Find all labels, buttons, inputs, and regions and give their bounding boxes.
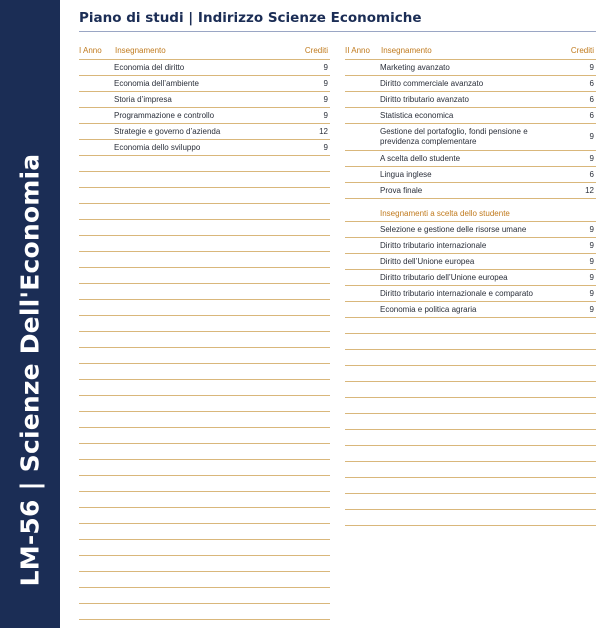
empty-row [79,172,330,188]
side-spine [0,0,60,628]
empty-row [345,430,596,446]
course-row [345,108,596,124]
empty-row [345,334,596,350]
course-name: Strategie e governo d’azienda [114,127,221,136]
empty-row [345,494,596,510]
course-credits: 12 [585,186,594,195]
course-credits: 6 [589,79,594,88]
course-row [345,286,596,302]
empty-row [79,156,330,172]
course-row [79,108,330,124]
course-row [79,140,330,156]
empty-row [79,380,330,396]
empty-row [79,364,330,380]
course-credits: 6 [589,170,594,179]
course-name: Prova finale [380,186,423,195]
page-title: Piano di studi | Indirizzo Scienze Economiche [79,10,422,26]
second-year-rows [345,60,596,199]
empty-row [345,318,596,334]
course-row [345,254,596,270]
empty-row [79,268,330,284]
course-row [345,76,596,92]
course-credits: 9 [323,111,328,120]
course-row [345,60,596,76]
electives-label: Insegnamenti a scelta dello studente [380,209,510,218]
course-name: Diritto tributario avanzato [380,95,469,104]
empty-row [79,412,330,428]
empty-row [345,414,596,430]
course-row [345,270,596,286]
course-row [345,92,596,108]
subject-column-header: Insegnamento [115,46,166,55]
course-name: Economia dello sviluppo [114,143,201,152]
course-row [345,151,596,167]
empty-row [345,478,596,494]
first-year-rows [79,60,330,620]
empty-row [79,348,330,364]
course-credits: 9 [589,289,594,298]
empty-row [79,492,330,508]
elective-rows [345,222,596,526]
course-name: Economia del diritto [114,63,185,72]
empty-row [79,428,330,444]
course-row [345,124,596,151]
course-credits: 9 [589,132,594,141]
course-row [345,222,596,238]
year-label: I Anno [79,46,102,55]
course-credits: 9 [589,241,594,250]
empty-row [79,524,330,540]
empty-row [345,366,596,382]
empty-row [79,204,330,220]
course-credits: 6 [589,111,594,120]
course-credits: 9 [323,143,328,152]
course-credits: 9 [589,273,594,282]
course-credits: 9 [589,154,594,163]
course-name: Diritto tributario dell’Unione europea [380,273,508,282]
course-credits: 9 [589,305,594,314]
course-credits: 9 [589,257,594,266]
course-name: Storia d’impresa [114,95,172,104]
course-name: Gestione del portafoglio, fondi pensione e previdenza complementare [380,127,528,146]
empty-row [345,398,596,414]
empty-row [79,556,330,572]
electives-header [345,206,596,222]
empty-row [79,540,330,556]
course-name: Economia e politica agraria [380,305,477,314]
empty-row [79,572,330,588]
course-credits: 9 [323,95,328,104]
empty-row [79,460,330,476]
course-row [79,124,330,140]
empty-row [345,446,596,462]
course-row [345,183,596,199]
empty-row [345,350,596,366]
empty-row [79,396,330,412]
course-name: Statistica economica [380,111,454,120]
course-name: Diritto tributario internazionale e comparato [380,289,533,298]
subject-column-header: Insegnamento [381,46,432,55]
course-row [345,238,596,254]
empty-row [79,220,330,236]
course-name: Diritto dell’Unione europea [380,257,475,266]
empty-row [79,316,330,332]
empty-row [79,444,330,460]
course-name: A scelta dello studente [380,154,461,163]
empty-row [79,284,330,300]
course-name: Lingua inglese [380,170,432,179]
empty-row [79,604,330,620]
credits-column-header: Crediti [570,46,594,55]
empty-row [79,252,330,268]
empty-row [345,382,596,398]
course-row [345,167,596,183]
title-divider [79,31,596,32]
course-credits: 12 [319,127,328,136]
course-name: Diritto tributario internazionale [380,241,487,250]
course-row [345,302,596,318]
course-name: Economia dell’ambiente [114,79,199,88]
course-name: Diritto commerciale avanzato [380,79,484,88]
course-name: Marketing avanzato [380,63,450,72]
empty-row [79,332,330,348]
second-year-header [345,44,596,60]
course-credits: 9 [323,63,328,72]
course-credits: 9 [589,225,594,234]
course-credits: 9 [589,63,594,72]
course-credits: 6 [589,95,594,104]
course-credits: 9 [323,79,328,88]
second-year-table [345,44,596,526]
empty-row [79,588,330,604]
empty-row [345,510,596,526]
year-label: II Anno [345,46,370,55]
spine-title: LM-56 | Scienze Dell'Economia [15,153,45,587]
course-row [79,92,330,108]
credits-column-header: Crediti [304,46,328,55]
empty-row [345,462,596,478]
course-row [79,76,330,92]
empty-row [79,476,330,492]
empty-row [79,300,330,316]
first-year-header [79,44,330,60]
empty-row [79,236,330,252]
empty-row [79,508,330,524]
course-row [79,60,330,76]
course-name: Selezione e gestione delle risorse umane [380,225,527,234]
empty-row [79,188,330,204]
course-name: Programmazione e controllo [114,111,215,120]
first-year-table [79,44,330,620]
